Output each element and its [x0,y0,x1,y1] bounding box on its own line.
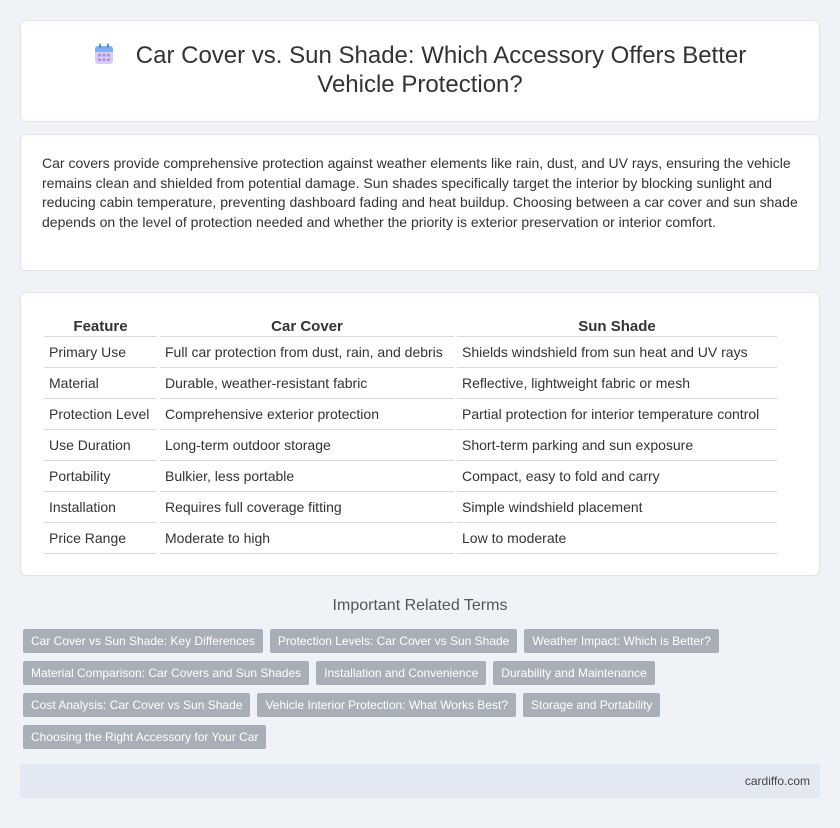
related-term-tag[interactable]: Vehicle Interior Protection: What Works Best? [257,693,516,717]
header-feature: Feature [44,315,157,337]
related-term-tag[interactable]: Choosing the Right Accessory for Your Car [23,725,266,749]
cell-feature: Installation [44,492,157,523]
calendar-icon [94,43,114,65]
page-title-wrap [21,41,819,99]
related-terms-heading: Important Related Terms [332,597,508,614]
comparison-table [41,315,780,554]
intro-paragraph: Car covers provide comprehensive protection against weather elements like rain, dust, and UV rays, ensuring the vehicle remains clean and shielded from potential damage. Sun shades specifically target the interior by blocking sunlight and reducing cabin temperature, preventing dashboard fading and heat buildup. Choosing between a car cover and sun shade depends on the level of protection needed and whether the priority is exterior preservation or interior comfort. [42,155,798,230]
table-header-row [44,315,777,337]
related-term-tag[interactable]: Cost Analysis: Car Cover vs Sun Shade [23,693,250,717]
cell-car-cover: Bulkier, less portable [160,461,454,492]
intro-card [20,134,820,271]
table-row [44,492,777,523]
table-row [44,337,777,368]
related-term-tag[interactable]: Car Cover vs Sun Shade: Key Differences [23,629,263,653]
cell-feature: Material [44,368,157,399]
cell-car-cover: Comprehensive exterior protection [160,399,454,430]
cell-sun-shade: Short-term parking and sun exposure [457,430,777,461]
cell-car-cover: Durable, weather-resistant fabric [160,368,454,399]
cell-car-cover: Full car protection from dust, rain, and debris [160,337,454,368]
comparison-card [20,292,820,576]
cell-sun-shade: Reflective, lightweight fabric or mesh [457,368,777,399]
cell-sun-shade: Simple windshield placement [457,492,777,523]
cell-sun-shade: Compact, easy to fold and carry [457,461,777,492]
related-term-tag[interactable]: Protection Levels: Car Cover vs Sun Shade [270,629,517,653]
cell-car-cover: Moderate to high [160,523,454,554]
table-row [44,523,777,554]
table-row [44,399,777,430]
cell-feature: Portability [44,461,157,492]
table-row [44,461,777,492]
cell-feature: Protection Level [44,399,157,430]
related-term-tag[interactable]: Material Comparison: Car Covers and Sun Shades [23,661,309,685]
related-term-tag[interactable]: Installation and Convenience [316,661,486,685]
cell-car-cover: Requires full coverage fitting [160,492,454,523]
footer [20,764,820,798]
related-terms-list [23,629,723,749]
cell-feature: Use Duration [44,430,157,461]
table-row [44,368,777,399]
related-term-tag[interactable]: Durability and Maintenance [493,661,654,685]
header-sun-shade: Sun Shade [457,315,777,337]
footer-site-link[interactable]: cardiffo.com [744,774,810,788]
page-title: Car Cover vs. Sun Shade: Which Accessory Offers Better Vehicle Protection? [135,42,747,98]
header-car-cover: Car Cover [160,315,454,337]
related-term-tag[interactable]: Weather Impact: Which is Better? [524,629,719,653]
cell-sun-shade: Low to moderate [457,523,777,554]
related-term-tag[interactable]: Storage and Portability [523,693,660,717]
cell-sun-shade: Shields windshield from sun heat and UV rays [457,337,777,368]
title-card [20,20,820,122]
cell-car-cover: Long-term outdoor storage [160,430,454,461]
cell-feature: Primary Use [44,337,157,368]
table-row [44,430,777,461]
cell-sun-shade: Partial protection for interior temperature control [457,399,777,430]
cell-feature: Price Range [44,523,157,554]
